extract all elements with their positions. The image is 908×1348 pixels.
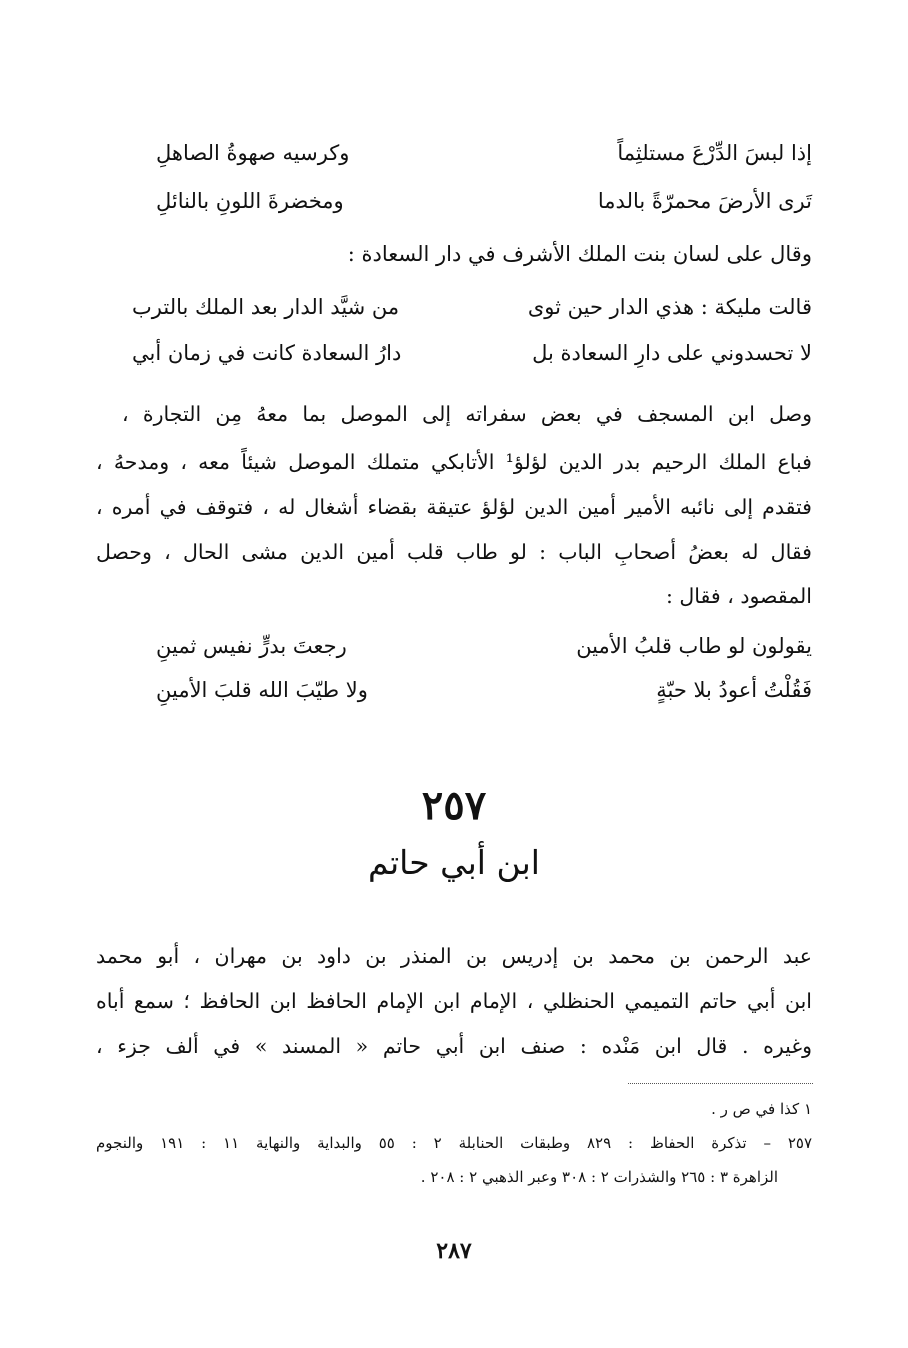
poem1-verse-2-first-hemistich: تَرى الأرضَ محمرّةً بالدما [597, 189, 812, 213]
poem1-verse-1-second-hemistich: وكرسيه صهوةُ الصاهلِ [156, 141, 350, 165]
poem1-verse-1 [156, 143, 812, 164]
poem2-verse-2-first-hemistich: لا تحسدوني على دارِ السعادة بل [532, 341, 812, 365]
poem2-verse-1-second-hemistich: من شيَّد الدار بعد الملك بالترب [132, 295, 400, 319]
entry-title: ابن أبي حاتم [368, 843, 540, 882]
entry-number: ٢٥٧ [421, 782, 487, 829]
footnote-1: ١ كذا في ص ر . [711, 1100, 812, 1118]
footnote-2-line-2: الزاهرة ٣ : ٢٦٥ والشذرات ٢ : ٣٠٨ وعبر الذهبي ٢ : ٢٠٨ . [420, 1168, 778, 1186]
paragraph1-line-3: فتقدم إلى نائبه الأمير أمين الدين لؤلؤ عتيقة بقضاء أشغال له ، فتوقف في أمره ، [96, 495, 812, 519]
paragraph2-line-2: ابن أبي حاتم التميمي الحنظلي ، الإمام ابن الإمام الحافظ ابن الحافظ ؛ سمع أباه [96, 989, 812, 1013]
poem2-verse-2-second-hemistich: دارُ السعادة كانت في زمان أبي [132, 341, 402, 365]
poem1-verse-2 [156, 191, 812, 212]
poem2-verse-2 [132, 343, 812, 364]
paragraph1-line-1: وصل ابن المسجف في بعض سفراته إلى الموصل بما معهُ مِن التجارة ، [122, 402, 812, 426]
paragraph2-line-3: وغيره . قال ابن مَنْده : صنف ابن أبي حاتم « المسند » في ألف جزء ، [96, 1034, 812, 1058]
paragraph1-line-5: المقصود ، فقال : [665, 584, 812, 608]
poem3-verse-1-first-hemistich: يقولون لو طاب قلبُ الأمين [576, 634, 812, 658]
footnote-divider [628, 1083, 813, 1084]
poem3-verse-2-second-hemistich: ولا طيّبَ الله قلبَ الأمينِ [156, 678, 368, 702]
poem1-verse-2-second-hemistich: ومخضرةَ اللونِ بالنائلِ [156, 189, 344, 213]
page-number: ٢٨٧ [436, 1238, 472, 1264]
poem3-verse-2 [156, 680, 812, 701]
poem2-intro: وقال على لسان بنت الملك الأشرف في دار السعادة : [347, 242, 812, 266]
poem3-verse-2-first-hemistich: فَقُلْتُ أعودُ بلا حبّةٍ [656, 678, 812, 702]
footnote-2-line-1: ٢٥٧ – تذكرة الحفاظ : ٨٢٩ وطبقات الحنابلة ٢ : ٥٥ والبداية والنهاية ١١ : ١٩١ والنجوم [96, 1134, 812, 1152]
poem1-verse-1-first-hemistich: إذا لبسَ الدِّرْعَ مستلثِماً [617, 141, 812, 165]
poem3-verse-1-second-hemistich: رجعتَ بدرٍّ نفيس ثمينِ [156, 634, 347, 658]
paragraph1-line-4: فقال له بعضُ أصحابِ الباب : لو طاب قلب أمين الدين مشى الحال ، وحصل [96, 540, 812, 564]
poem3-verse-1 [156, 636, 812, 657]
paragraph1-line-2: فباع الملك الرحيم بدر الدين لؤلؤ¹ الأتابكي متملك الموصل شيئاً معه ، ومدحهُ ، [96, 450, 812, 474]
paragraph2-line-1: عبد الرحمن بن محمد بن إدريس بن المنذر بن داود بن مهران ، أبو محمد [96, 944, 812, 968]
poem2-verse-1-first-hemistich: قالت مليكة : هذي الدار حين ثوى [527, 295, 812, 319]
poem2-verse-1 [132, 297, 812, 318]
